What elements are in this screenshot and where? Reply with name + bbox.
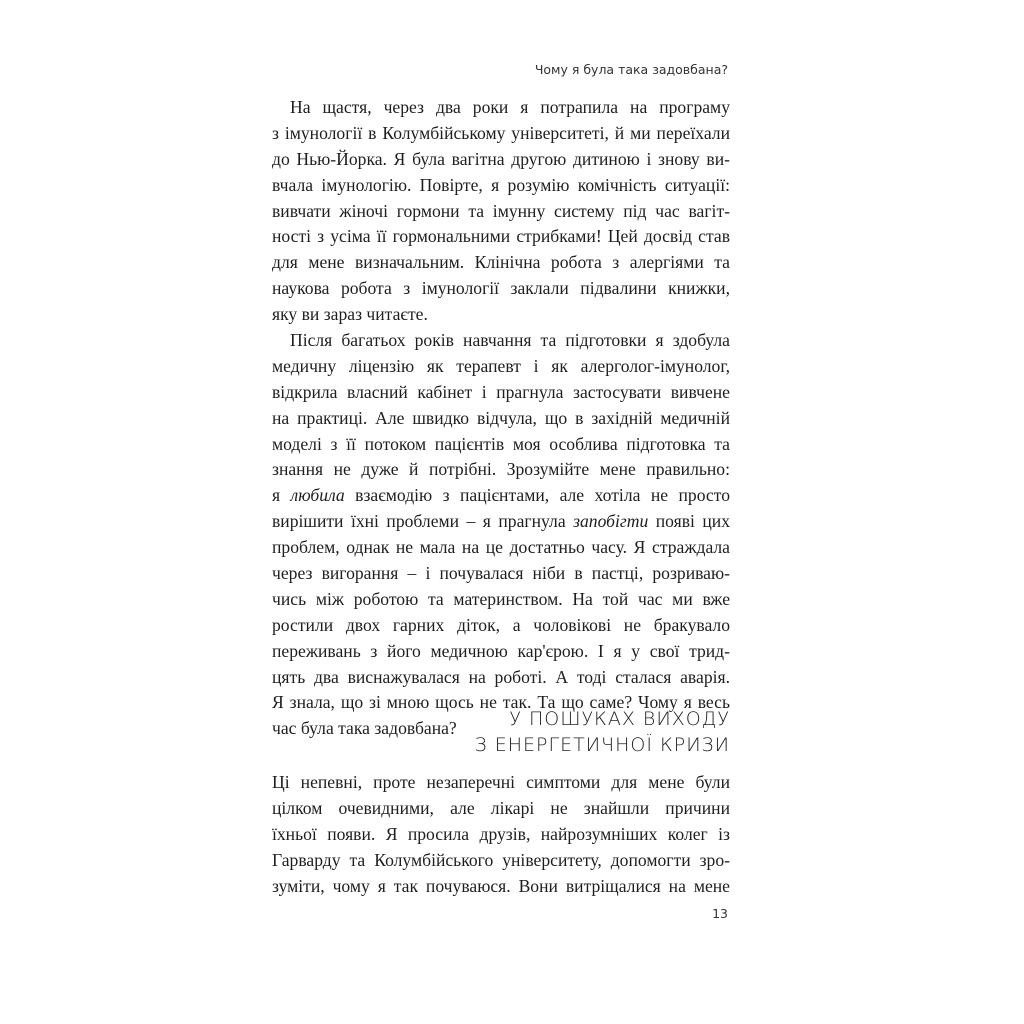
- text-line: проблем, однак не мала на це достатньо часу. Я страждала: [272, 537, 730, 558]
- text-line: зуміти, чому я так почуваюся. Вони витріщалися на мене: [272, 875, 730, 896]
- paragraph-1: [272, 95, 730, 328]
- text-line: цять два виснажувалася на роботі. А тоді сталася аварія.: [272, 666, 730, 687]
- text-line: їхньої появи. Я просила друзів, найрозумніших колег із: [272, 823, 730, 844]
- text-line: цілком очевидними, але лікарі не знайшли причини: [272, 797, 730, 818]
- text-line: наукова робота з імунології заклали підвалини книжки,: [272, 278, 730, 299]
- text-line: Гарварду та Колумбійського університету, допомогти зро-: [272, 849, 730, 870]
- text-line: Після багатьох років навчання та підготовки я здобула: [290, 330, 730, 351]
- text-line: Я знала, що зі мною щось не так. Та що саме? Чому я весь: [272, 692, 730, 713]
- text-line: через вигорання – і почувалася ніби в пастці, розриваю-: [272, 563, 730, 584]
- text-line: переживань з його медичною кар'єрою. І я у свої трид-: [272, 640, 730, 661]
- text-line: [272, 509, 730, 535]
- text-line: з імунології в Колумбійському університеті, й ми переїхали: [272, 122, 730, 143]
- page-number: 13: [712, 906, 728, 921]
- emphasis-text: любила: [290, 485, 345, 506]
- text-line: відкрила власний кабінет і прагнула застосувати вивчене: [272, 381, 730, 402]
- text-line: для мене визначальним. Клінічна робота з алергіями та: [272, 252, 730, 273]
- emphasis-text: запобігти: [573, 511, 649, 532]
- text-line: знання не дуже й потрібні. Зрозумійте мене правильно:: [272, 459, 730, 480]
- text-line: чись між роботою та материнством. На той час ми вже: [272, 588, 730, 609]
- text-run: вирішити їхні проблеми – я прагнула: [272, 511, 574, 532]
- text-line: яку ви зараз читаєте.: [272, 304, 428, 325]
- text-line: моделі з її потоком пацієнтів моя особлива підготовка та: [272, 433, 730, 454]
- text-line: медичну ліцензію як терапевт і як алерголог-імунолог,: [272, 355, 730, 376]
- text-line: ності з усіма її гормональними стрибками! Цей досвід став: [272, 226, 730, 247]
- text-line: На щастя, через два роки я потрапила на програму: [290, 97, 730, 117]
- section-heading-line: У ПОШУКАХ ВИХОДУ: [509, 708, 730, 730]
- paragraph-3: [272, 770, 730, 899]
- body-text-bottom: [272, 770, 730, 899]
- text-line: [272, 483, 730, 509]
- text-line: до Нью-Йорка. Я була вагітна другою дитиною і знову ви-: [272, 148, 730, 169]
- text-line: Ці непевні, проте незаперечні симптоми для мене були: [272, 772, 730, 792]
- paragraph-2: [272, 328, 730, 742]
- text-run: появі цих: [648, 511, 731, 532]
- body-text-top: [272, 95, 730, 742]
- text-line: вивчати жіночі гормони та імунну систему під час вагіт-: [272, 200, 730, 221]
- text-line: ростили двох гарних діток, а чоловікові не бракувало: [272, 614, 730, 635]
- text-run: я: [272, 485, 291, 506]
- text-line: вчала імунологію. Повірте, я розумію комічність ситуації:: [272, 174, 730, 195]
- running-head: Чому я була така задовбана?: [534, 62, 728, 77]
- section-heading-line: З ЕНЕРГЕТИЧНОЇ КРИЗИ: [474, 734, 730, 756]
- text-line: час була така задовбана?: [272, 718, 457, 739]
- text-run: взаємодію з пацієнтами, але хотіла не просто: [344, 485, 730, 506]
- text-line: на практиці. Але швидко відчула, що в західній медичній: [272, 407, 730, 428]
- section-heading: [475, 706, 730, 758]
